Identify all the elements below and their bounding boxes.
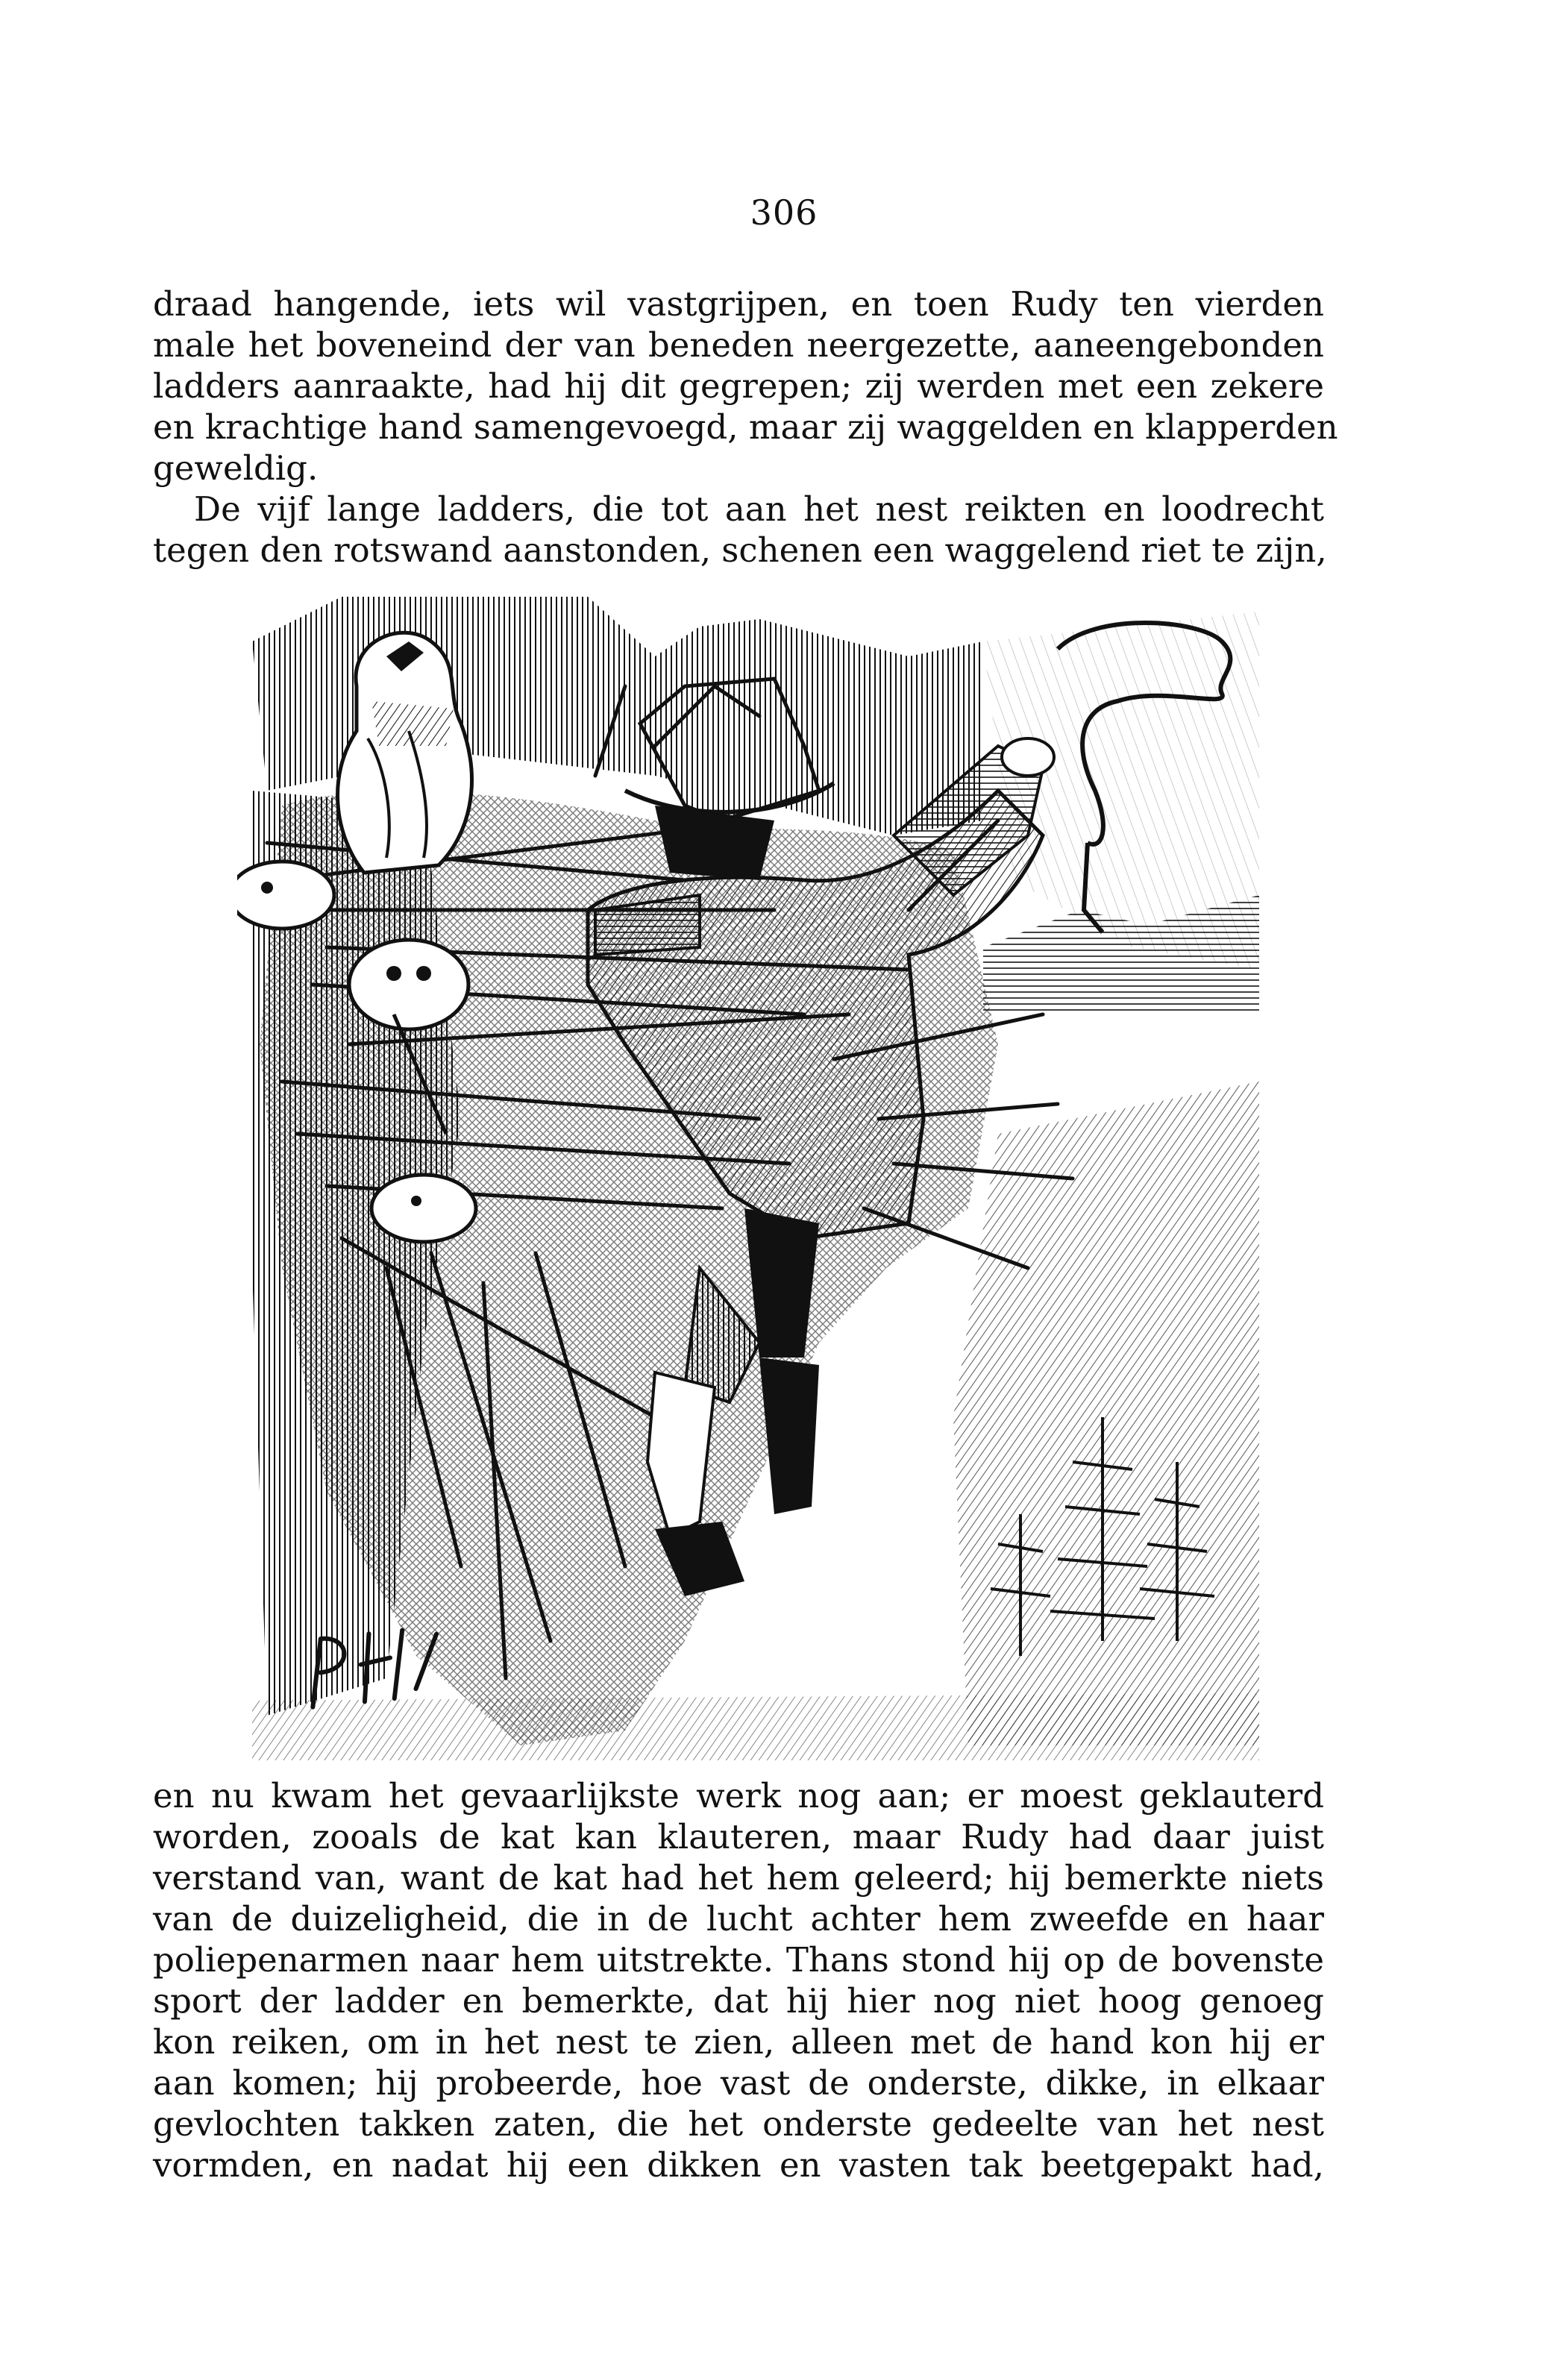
text-line: en krachtige hand samengevoegd, maar zij waggelden en klapperden [153,407,1338,447]
text-line: ladders aanraakte, had hij dit gegrepen; zij werden met een zekere [153,366,1324,406]
engraving-rudy-climbing-eagle-nest-icon [237,597,1274,1760]
text-line: worden, zooals de kat kan klauteren, maar Rudy had daar juist [153,1817,1324,1857]
text-line: geweldig. [153,448,319,488]
text-line: kon reiken, om in het nest te zien, alleen met de hand kon hij er [153,2022,1324,2062]
paragraph-top [153,283,1338,571]
illustration-signature [298,1619,448,1727]
page-number: 306 [750,192,818,233]
text-line: poliepenarmen naar hem uitstrekte. Thans stond hij op de bovenste [153,1940,1324,1980]
illustration-engraving [237,597,1274,1760]
text-line: sport der ladder en bemerkte, dat hij hier nog niet hoog genoeg [153,1981,1324,2021]
text-line: tegen den rotswand aanstonden, schenen een waggelend riet te zijn, [153,530,1327,570]
text-line: De vijf lange ladders, die tot aan het nest reikten en loodrecht [194,489,1324,529]
text-line: van de duizeligheid, die in de lucht achter hem zweefde en haar [153,1899,1324,1939]
text-line: male het boveneind der van beneden neergezette, aaneengebonden [153,325,1324,365]
text-line: gevlochten takken zaten, die het onderste gedeelte van het nest [153,2104,1324,2144]
text-line: verstand van, want de kat had het hem geleerd; hij bemerkte niets [153,1858,1324,1898]
signature-monogram-icon [298,1619,447,1715]
text-line: vormden, en nadat hij een dikken en vasten tak beetgepakt had, [153,2145,1324,2185]
text-line: aan komen; hij probeerde, hoe vast de onderste, dikke, in elkaar [153,2063,1324,2103]
paragraph-bottom [153,1775,1324,2185]
text-line: en nu kwam het gevaarlijkste werk nog aan; er moest geklauterd [153,1776,1324,1816]
text-line: draad hangende, iets wil vastgrijpen, en toen Rudy ten vierden [153,284,1324,324]
